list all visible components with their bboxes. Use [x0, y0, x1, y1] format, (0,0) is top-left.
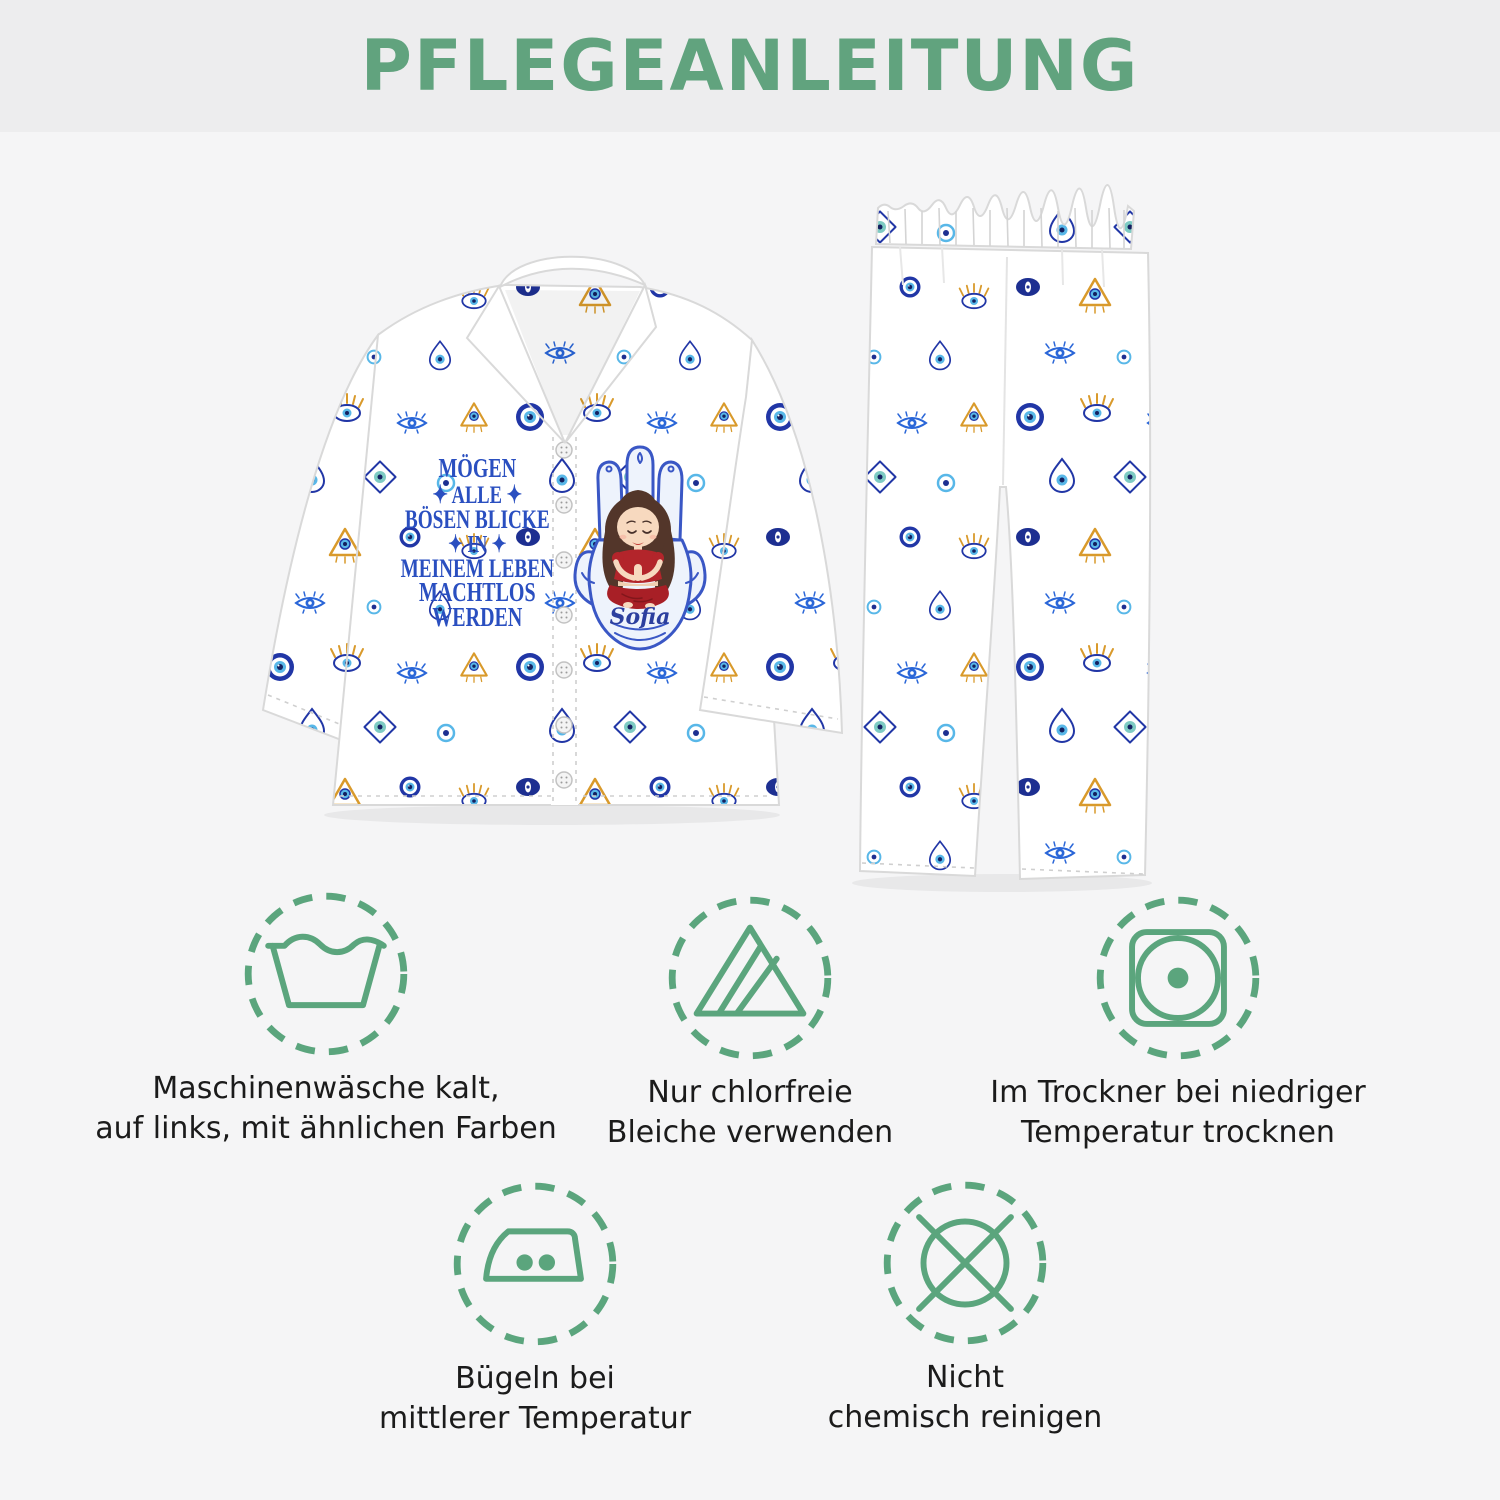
pajama-illustration	[0, 135, 1500, 905]
care-label-line2: auf links, mit ähnlichen Farben	[95, 1111, 557, 1146]
pajama-shirt	[263, 257, 842, 805]
care-label-line2: Bleiche verwenden	[606, 1115, 894, 1150]
quote-line-4: ✦ IN ✦	[448, 530, 507, 558]
care-item-tumble-dry	[898, 895, 1458, 1153]
iron-icon	[452, 1181, 618, 1347]
pajama-pants	[860, 185, 1150, 879]
pants-waistband	[876, 185, 1134, 249]
care-label-line1: Nicht	[925, 1360, 1005, 1395]
care-label-line2: mittlerer Temperatur	[378, 1401, 692, 1436]
care-label-line2: Temperatur trocknen	[1021, 1115, 1335, 1150]
quote-line-6: MACHTLOS	[419, 578, 536, 608]
quote-line-5: MEINEM LEBEN	[400, 554, 554, 583]
personalized-name-text: Sofia	[609, 604, 671, 630]
machine-wash-icon	[243, 891, 409, 1057]
bleach-triangle-icon	[667, 895, 833, 1061]
care-label-line1: Nur chlorfreie	[647, 1075, 853, 1110]
care-label	[990, 1073, 1365, 1153]
quote-line-7: WERDEN	[432, 603, 523, 633]
page-title: PFLEGEANLEITUNG	[360, 25, 1140, 107]
care-label	[607, 1073, 893, 1153]
shirt-shadow	[324, 805, 780, 825]
no-dry-clean-icon	[882, 1180, 1048, 1346]
care-label-line1: Im Trockner bei niedriger	[990, 1075, 1366, 1110]
care-label-line2: chemisch reinigen	[827, 1400, 1103, 1435]
care-label	[828, 1358, 1103, 1438]
care-label-line1: Bügeln bei	[455, 1361, 615, 1396]
header-band	[0, 0, 1500, 132]
care-label-line1: Maschinenwäsche kalt,	[152, 1071, 500, 1106]
quote-line-3: BÖSEN BLICKE	[404, 505, 550, 534]
care-item-no-dry-clean	[685, 1180, 1245, 1438]
quote-line-2: ✦ ALLE ✦	[432, 480, 523, 509]
pajama-set-image	[0, 135, 1500, 905]
quote-line-1: MÖGEN	[438, 454, 517, 484]
tumble-dry-icon	[1095, 895, 1261, 1061]
care-label	[379, 1359, 691, 1439]
